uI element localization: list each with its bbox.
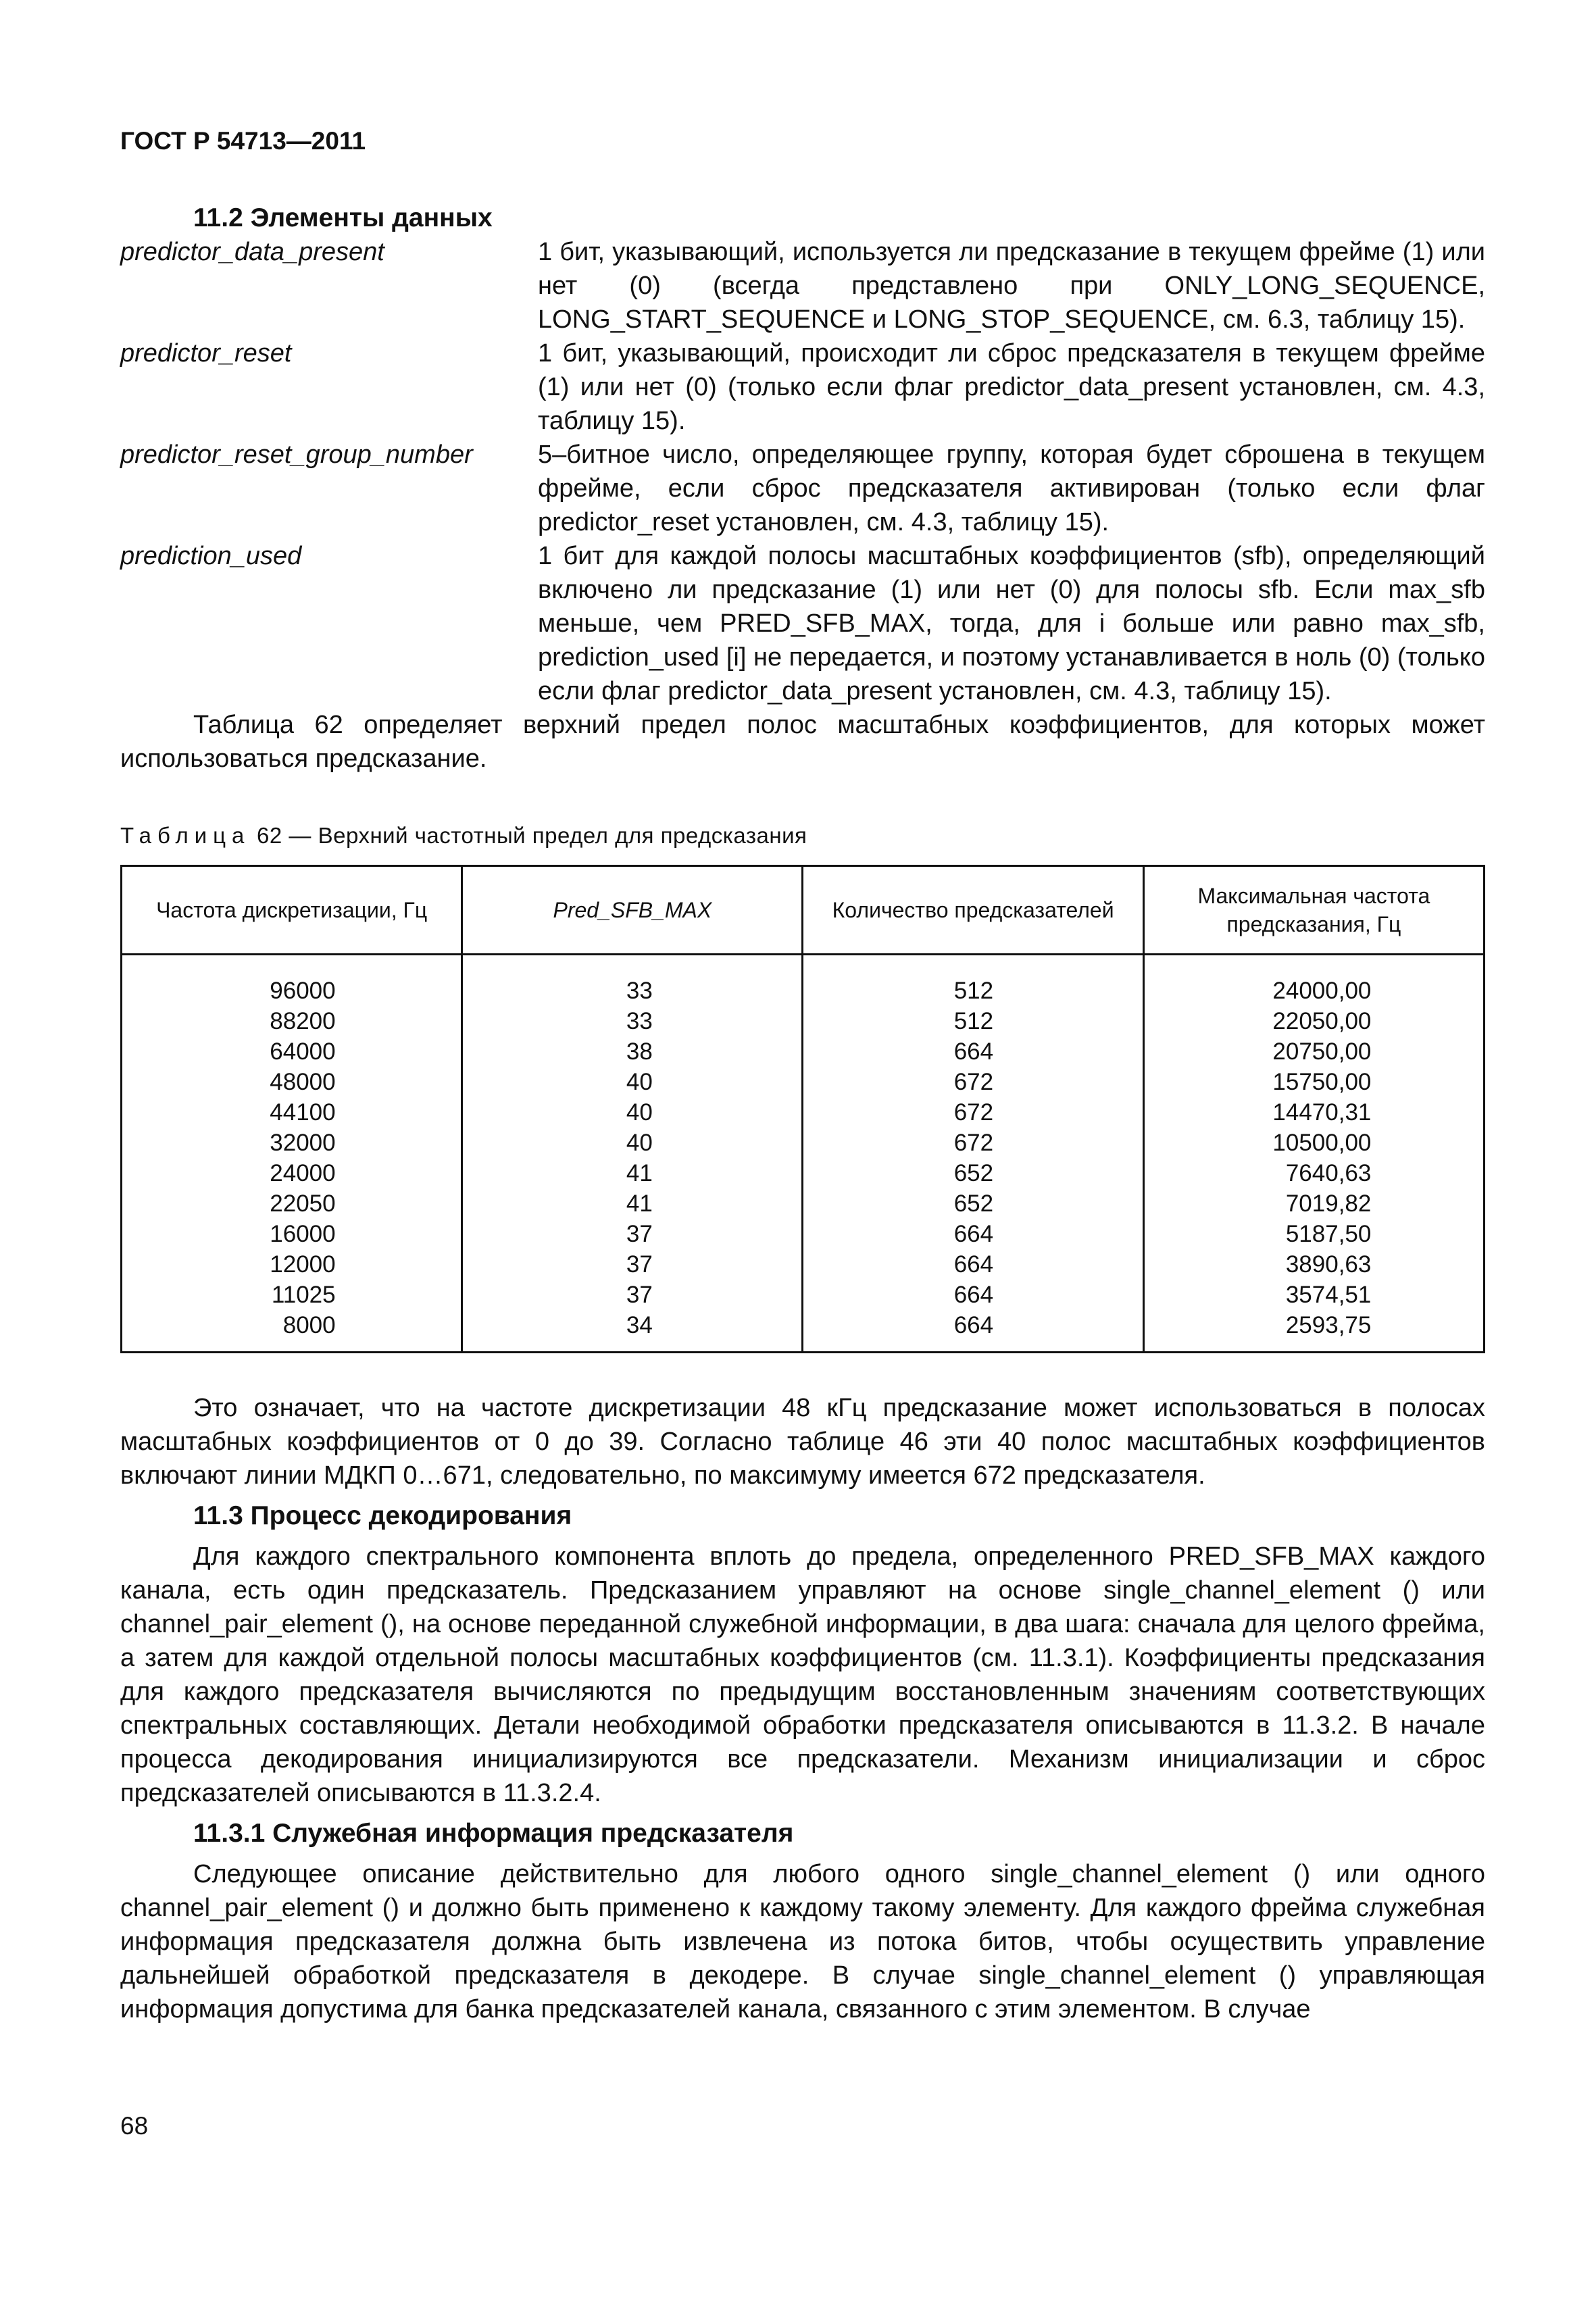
table-header-row — [122, 866, 1485, 955]
table-row — [122, 1188, 1485, 1219]
table-cell — [1143, 1006, 1484, 1036]
table-cell — [1143, 1097, 1484, 1128]
table-cell — [122, 1067, 462, 1097]
table-cell-value: 24000,00 — [1272, 978, 1372, 1004]
definition-term: predictor_reset — [120, 339, 292, 368]
section-11-3-1-paragraph: Следующее описание действительно для любого одного single_channel_element () или одного channel_pair_element () и должно быть применено к каждому такому элементу. Для каждого фрейма служебная информация предсказателя должна быть извлечена из потока битов, чтобы осуществить управление дальнейшей обработкой предсказателя в декодере. В случае single_channel_element () управляющая информация допустима для банка предсказателей канала, связанного с этим элементом. В случае — [120, 1860, 1485, 2023]
table-cell-value: 664 — [953, 1282, 994, 1308]
col-header-predictor-count: Количество предсказателей — [803, 866, 1143, 955]
table-cell — [462, 1188, 803, 1219]
table-row — [122, 1158, 1485, 1188]
table-cell-value: 20750,00 — [1272, 1038, 1372, 1065]
table-cell — [1143, 955, 1484, 1007]
table-cell-value: 44100 — [270, 1099, 336, 1126]
table-cell-value: 672 — [953, 1130, 994, 1156]
table-cell-value: 96000 — [270, 978, 336, 1004]
table-cell-value: 22050 — [270, 1190, 336, 1217]
table-62 — [120, 865, 1485, 1353]
table-cell — [1143, 1128, 1484, 1158]
table-cell — [1143, 1036, 1484, 1067]
table-cell — [462, 1097, 803, 1128]
section-11-3-title: 11.3 Процесс декодирования — [193, 1501, 572, 1530]
table-row — [122, 1006, 1485, 1036]
table-body — [122, 955, 1485, 1353]
table-cell — [462, 1249, 803, 1280]
col-header-pred-sfb-max: Pred_SFB_MAX — [462, 866, 803, 955]
table-cell-value: 664 — [953, 1312, 994, 1338]
table-cell — [462, 1310, 803, 1353]
definition-item — [120, 336, 1485, 438]
page-content — [120, 201, 1485, 2026]
table-cell-value: 33 — [626, 978, 653, 1004]
table-cell-value: 38 — [626, 1038, 653, 1065]
page-number: 68 — [120, 2112, 149, 2140]
table-row — [122, 1280, 1485, 1310]
table-cell — [803, 1128, 1143, 1158]
table-row — [122, 1128, 1485, 1158]
table-cell-value: 16000 — [270, 1221, 336, 1247]
table-cell-value: 512 — [953, 1008, 994, 1034]
table-cell-value: 3574,51 — [1285, 1282, 1372, 1308]
table-cell — [803, 1036, 1143, 1067]
definition-item — [120, 235, 1485, 336]
table-cell — [462, 1067, 803, 1097]
table-cell-value: 664 — [953, 1038, 994, 1065]
table-row — [122, 1310, 1485, 1353]
table-cell — [462, 1006, 803, 1036]
table-cell-value: 8000 — [282, 1312, 336, 1338]
table-intro-paragraph: Таблица 62 определяет верхний предел полос масштабных коэффициентов, для которых может использоваться предсказание. — [120, 711, 1485, 773]
definition-item — [120, 539, 1485, 708]
table-cell-value: 64000 — [270, 1038, 336, 1065]
after-table-paragraph: Это означает, что на частоте дискретизации 48 кГц предсказание может использоваться в полосах масштабных коэффициентов от 0 до 39. Согласно таблице 46 эти 40 полос масштабных коэффициентов включают линии МДКП 0…671, следовательно, по максимуму имеется 672 предсказателя. — [120, 1394, 1485, 1490]
table-cell — [122, 1097, 462, 1128]
table-cell-value: 2593,75 — [1285, 1312, 1372, 1338]
table-cell-value: 652 — [953, 1160, 994, 1186]
table-cell — [803, 955, 1143, 1007]
table-cell — [1143, 1249, 1484, 1280]
table-cell — [122, 1280, 462, 1310]
table-cell-value: 664 — [953, 1221, 994, 1247]
col-header-sampling-rate: Частота дискретизации, Гц — [122, 866, 462, 955]
table-cell-value: 7019,82 — [1285, 1190, 1372, 1217]
table-cell — [803, 1280, 1143, 1310]
definition-term: predictor_reset_group_number — [120, 441, 473, 469]
table-row — [122, 1067, 1485, 1097]
document-id: ГОСТ Р 54713—2011 — [120, 127, 366, 155]
table-cell — [803, 1188, 1143, 1219]
table-cell-value: 40 — [626, 1130, 653, 1156]
table-cell — [462, 1036, 803, 1067]
table-cell-value: 48000 — [270, 1069, 336, 1095]
table-cell-value: 34 — [626, 1312, 653, 1338]
definition-desc: 1 бит, указывающий, происходит ли сброс предсказателя в текущем фрейме (1) или нет (0) (только если флаг predictor_data_present установлен, см. 4.3, таблицу 15). — [538, 339, 1485, 435]
table-cell-value: 40 — [626, 1069, 653, 1095]
table-cell-value: 14470,31 — [1272, 1099, 1372, 1126]
table-cell-value: 37 — [626, 1251, 653, 1278]
table-cell — [462, 1158, 803, 1188]
table-cell-value: 41 — [626, 1190, 653, 1217]
table-cell — [803, 1067, 1143, 1097]
table-row — [122, 1219, 1485, 1249]
table-row — [122, 1036, 1485, 1067]
table-cell — [1143, 1219, 1484, 1249]
table-cell-value: 41 — [626, 1160, 653, 1186]
definition-desc: 1 бит, указывающий, используется ли предсказание в текущем фрейме (1) или нет (0) (всегда представлено при ONLY_LONG_SEQUENCE, LONG_START_SEQUENCE и LONG_STOP_SEQUENCE, см. 6.3, таблицу 15). — [538, 238, 1485, 334]
table-cell-value: 10500,00 — [1272, 1130, 1372, 1156]
table-cell — [1143, 1310, 1484, 1353]
table-cell-value: 40 — [626, 1099, 653, 1126]
table-cell — [122, 1310, 462, 1353]
table-cell — [1143, 1188, 1484, 1219]
table-cell-value: 664 — [953, 1251, 994, 1278]
section-11-3-1-title: 11.3.1 Служебная информация предсказателя — [193, 1819, 794, 1848]
table-cell-value: 37 — [626, 1282, 653, 1308]
table-cell-value: 12000 — [270, 1251, 336, 1278]
section-11-2-title: 11.2 Элементы данных — [193, 203, 493, 232]
table-cell — [803, 1006, 1143, 1036]
table-cell-value: 5187,50 — [1285, 1221, 1372, 1247]
definition-desc: 1 бит для каждой полосы масштабных коэффициентов (sfb), определяющий включено ли предсказание (1) или нет (0) для полосы sfb. Если max_sfb меньше, чем PRED_SFB_MAX, тогда, для i больше или равно max_sfb, prediction_used [i] не передается, и поэтому устанавливается в ноль (0) (только если флаг predictor_data_present установлен, см. 4.3, таблицу 15). — [538, 542, 1485, 705]
table-row — [122, 1097, 1485, 1128]
table-cell — [462, 955, 803, 1007]
table-cell — [803, 1158, 1143, 1188]
table-cell — [122, 1158, 462, 1188]
col-header-max-frequency: Максимальная частота предсказания, Гц — [1143, 866, 1484, 955]
definition-desc: 5–битное число, определяющее группу, которая будет сброшена в текущем фрейме, если сброс предсказателя активирован (только если флаг predictor_reset установлен, см. 4.3, таблицу 15). — [538, 441, 1485, 536]
table-cell-value: 37 — [626, 1221, 653, 1247]
definition-term: prediction_used — [120, 542, 302, 570]
table-cell-value: 32000 — [270, 1130, 336, 1156]
table-cell — [462, 1219, 803, 1249]
table-cell — [803, 1310, 1143, 1353]
table-cell-value: 512 — [953, 978, 994, 1004]
table-cell-value: 15750,00 — [1272, 1069, 1372, 1095]
table-cell — [803, 1097, 1143, 1128]
table-cell — [122, 1006, 462, 1036]
table-cell-value: 672 — [953, 1099, 994, 1126]
table-cell — [803, 1219, 1143, 1249]
table-cell-value: 3890,63 — [1285, 1251, 1372, 1278]
table-caption — [120, 819, 1485, 853]
table-cell — [122, 955, 462, 1007]
table-cell-value: 88200 — [270, 1008, 336, 1034]
table-cell — [803, 1249, 1143, 1280]
table-cell — [122, 1188, 462, 1219]
table-cell-value: 652 — [953, 1190, 994, 1217]
table-cell — [462, 1128, 803, 1158]
table-cell — [1143, 1067, 1484, 1097]
table-cell — [462, 1280, 803, 1310]
definition-item — [120, 438, 1485, 539]
table-cell-value: 11025 — [271, 1282, 336, 1308]
table-cell-value: 7640,63 — [1285, 1160, 1372, 1186]
table-cell — [122, 1036, 462, 1067]
table-cell-value: 22050,00 — [1272, 1008, 1372, 1034]
table-caption-word: Таблица — [120, 823, 251, 848]
table-cell-value: 33 — [626, 1008, 653, 1034]
section-11-3-paragraph: Для каждого спектрального компонента вплоть до предела, определенного PRED_SFB_MAX каждого канала, есть один предсказатель. Предсказанием управляют на основе single_channel_element () или channel_pair_element (), на основе переданной служебной информации, в два шага: сначала для целого фрейма, а затем для каждой отдельной полосы масштабных коэффициентов (см. 11.3.1). Коэффициенты предсказания для каждого предсказателя вычисляются по предыдущим восстановленным значениям соответствующих спектральных составляющих. Детали необходимой обработки предсказателя описываются в 11.3.2. В начале процесса декодирования инициализируются все предсказатели. Механизм инициализации и сброс предсказателей описываются в 11.3.2.4. — [120, 1542, 1485, 1807]
table-row — [122, 955, 1485, 1007]
table-cell-value: 24000 — [270, 1160, 336, 1186]
table-cell — [122, 1128, 462, 1158]
definitions-list — [120, 235, 1485, 708]
table-row — [122, 1249, 1485, 1280]
table-caption-text: 62 — Верхний частотный предел для предсказания — [250, 823, 807, 848]
table-cell — [1143, 1158, 1484, 1188]
table-cell — [122, 1249, 462, 1280]
table-cell — [1143, 1280, 1484, 1310]
definition-term: predictor_data_present — [120, 238, 384, 266]
table-cell-value: 672 — [953, 1069, 994, 1095]
table-cell — [122, 1219, 462, 1249]
